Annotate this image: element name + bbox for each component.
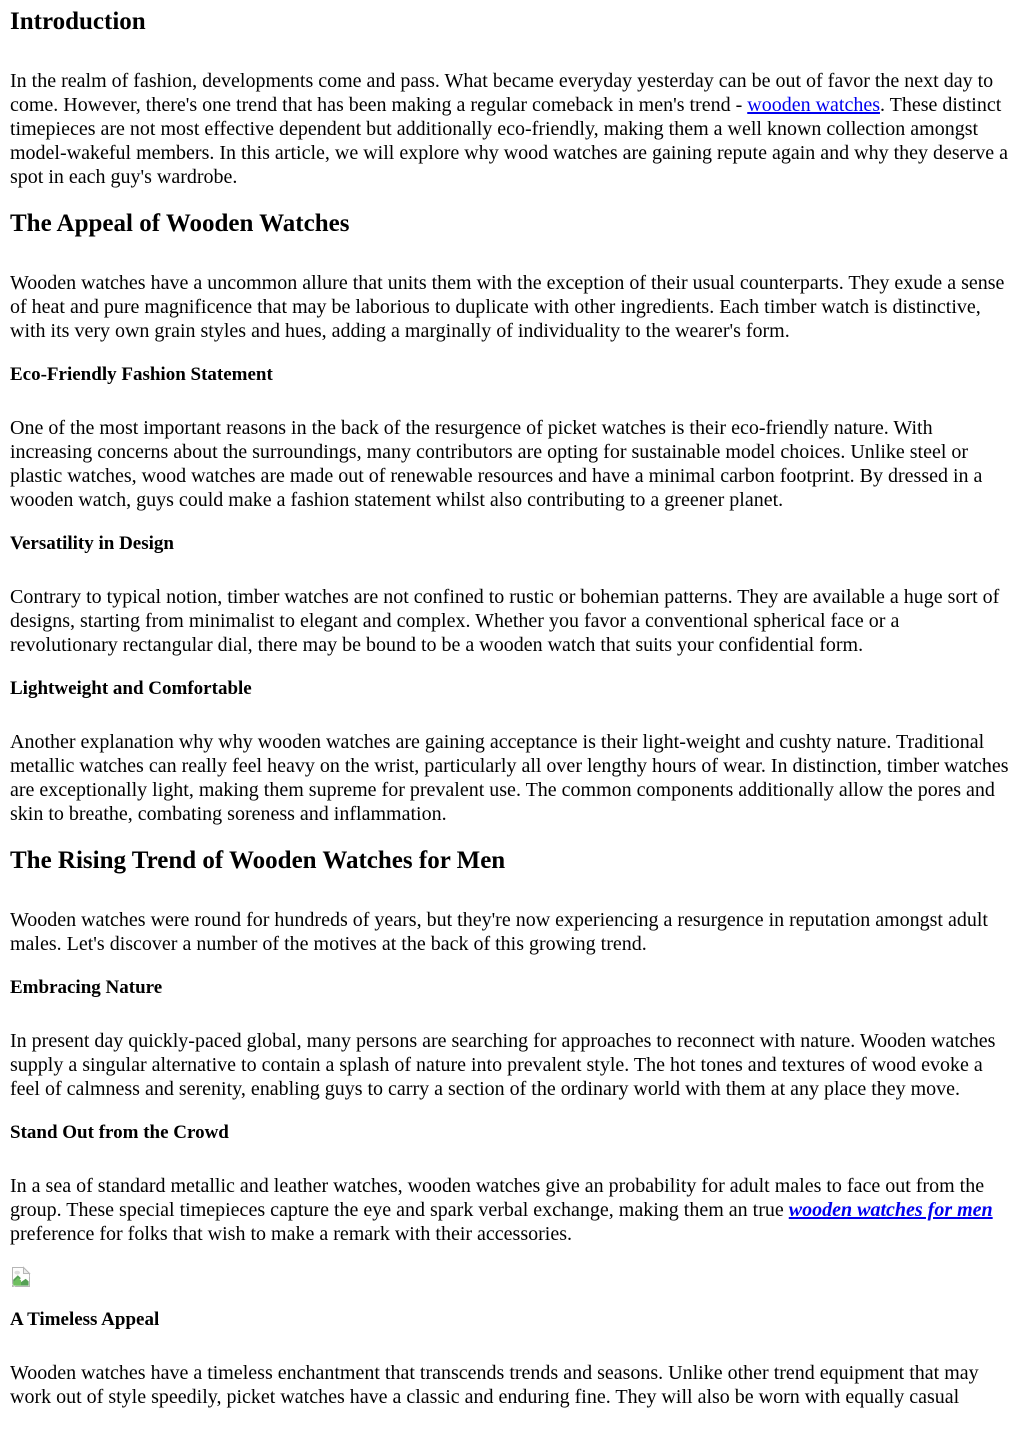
heading-versatility-in-design: Versatility in Design <box>10 533 174 554</box>
article-page <box>0 7 1024 1453</box>
article <box>0 7 1024 1409</box>
heading-stand-out-from-the-crowd: Stand Out from the Crowd <box>10 1122 229 1143</box>
paragraph-text: . These distinct timepieces are not most effective dependent but additionally eco-friendly, making them a well known collection amongst model-wakeful members. In this article, we will explore why wood watches are gaining repute again and why they deserve a spot in each guy's wardrobe. <box>10 94 1008 188</box>
heading-embracing-nature: Embracing Nature <box>10 977 163 998</box>
appeal-paragraph: Wooden watches have a uncommon allure that units them with the exception of their usual counterparts. They exude a sense of heat and pure magnificence that may be laborious to duplicate with other ingredients. Each timber watch is distinctive, with its very own grain styles and hues, adding a marginally of individuality to the wearer's form. <box>10 272 1005 342</box>
rising-trend-paragraph: Wooden watches were round for hundreds of years, but they're now experiencing a resurgence in reputation amongst adult males. Let's discover a number of the motives at the back of this growing trend. <box>10 909 988 955</box>
heading-a-timeless-appeal: A Timeless Appeal <box>10 1309 160 1330</box>
paragraph-text: In the realm of fashion, developments come and pass. What became everyday yesterday can be out of favor the next day to come. However, there's one trend that has been making a regular comeback in men's trend - <box>10 70 994 116</box>
broken-image-icon <box>10 1266 32 1288</box>
wooden-watches-link[interactable]: wooden watches <box>747 94 880 116</box>
introduction-paragraph <box>10 69 1010 189</box>
paragraph-text: In a sea of standard metallic and leather watches, wooden watches give an probability for adult males to face out from the group. These special timepieces capture the eye and spark verbal exchange, making them an true <box>10 1175 985 1221</box>
heading-eco-friendly-fashion-statement: Eco-Friendly Fashion Statement <box>10 364 273 385</box>
stand-out-paragraph <box>10 1174 1010 1246</box>
heading-lightweight-and-comfortable: Lightweight and Comfortable <box>10 678 252 699</box>
paragraph-text: preference for folks that wish to make a remark with their accessories. <box>10 1223 572 1245</box>
broken-image-container <box>10 1266 1010 1288</box>
heading-introduction: Introduction <box>10 8 146 35</box>
embracing-nature-paragraph: In present day quickly-paced global, many persons are searching for approaches to reconnect with nature. Wooden watches supply a singular alternative to contain a splash of nature into prevalent style. The hot tones and textures of wood evoke a feel of calmness and serenity, enabling guys to carry a section of the ordinary world with them at any place they move. <box>10 1030 996 1100</box>
heading-rising-trend: The Rising Trend of Wooden Watches for Men <box>10 847 506 874</box>
heading-appeal-of-wooden-watches: The Appeal of Wooden Watches <box>10 210 350 237</box>
wooden-watches-for-men-link[interactable]: wooden watches for men <box>788 1199 993 1221</box>
versatility-paragraph: Contrary to typical notion, timber watches are not confined to rustic or bohemian patterns. They are available a huge sort of designs, starting from minimalist to elegant and complex. Whether you favor a conventional spherical face or a revolutionary rectangular dial, there may be bound to be a wooden watch that suits your confidential form. <box>10 586 1000 656</box>
eco-friendly-paragraph: One of the most important reasons in the back of the resurgence of picket watches is their eco-friendly nature. With increasing concerns about the surroundings, many contributors are opting for sustainable model choices. Unlike steel or plastic watches, wood watches are made out of renewable resources and have a minimal carbon footprint. By dressed in a wooden watch, guys could make a fashion statement whilst also contributing to a greener planet. <box>10 417 983 511</box>
timeless-paragraph: Wooden watches have a timeless enchantment that transcends trends and seasons. Unlike other trend equipment that may work out of style speedily, picket watches have a classic and enduring fine. They will also be worn with equally casual <box>10 1362 979 1408</box>
lightweight-paragraph: Another explanation why why wooden watches are gaining acceptance is their light-weight and cushty nature. Traditional metallic watches can really feel heavy on the wrist, particularly all over lengthy hours of wear. In distinction, timber watches are exceptionally light, making them supreme for prevalent use. The common components additionally allow the pores and skin to breathe, combating soreness and inflammation. <box>10 731 1009 825</box>
